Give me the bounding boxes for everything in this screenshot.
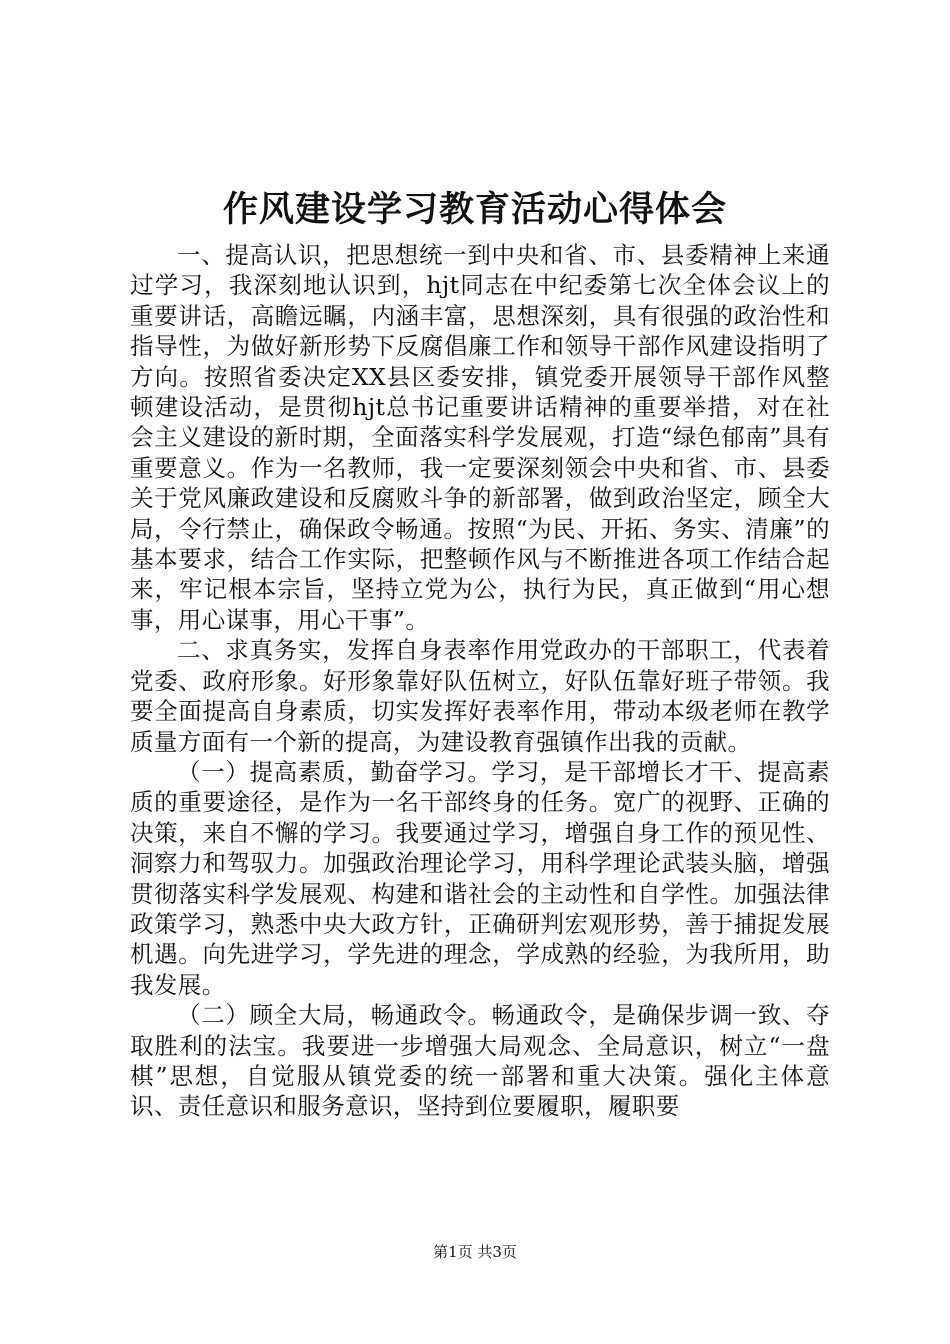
paragraph-2: 二、求真务实，发挥自身表率作用党政办的干部职工，代表着党委、政府形象。好形象靠好队伍树立，好队伍靠好班子带领。我要全面提高自身素质，切实发挥好表率作用，带动本级老师在教学质量方面有一个新的提高，为建设教育强镇作出我的贡献。 — [130, 636, 830, 756]
page-number-footer: 第1页 共3页 — [433, 1243, 517, 1261]
document-body — [130, 240, 830, 1122]
document-title: 作风建设学习教育活动心得体会 — [222, 189, 727, 230]
paragraph-1: 一、提高认识，把思想统一到中央和省、市、县委精神上来通过学习，我深刻地认识到，hjt同志在中纪委第七次全体会议上的重要讲话，高瞻远瞩，内涵丰富，思想深刻，具有很强的政治性和指导性，为做好新形势下反腐倡廉工作和领导干部作风建设指明了方向。按照省委决定XX县区委安排，镇党委开展领导干部作风整顿建设活动，是贯彻hjt总书记重要讲话精神的重要举措，对在社会主义建设的新时期，全面落实科学发展观，打造“绿色郁南”具有重要意义。作为一名教师，我一定要深刻领会中央和省、市、县委关于党风廉政建设和反腐败斗争的新部署，做到政治坚定，顾全大局，令行禁止，确保政令畅通。按照“为民、开拓、务实、清廉”的基本要求，结合工作实际，把整顿作风与不断推进各项工作结合起来，牢记根本宗旨，坚持立党为公，执行为民，真正做到“用心想事，用心谋事，用心干事”。 — [130, 241, 830, 634]
paragraph-3: （一）提高素质，勤奋学习。学习，是干部增长才干、提高素质的重要途径，是作为一名干部终身的任务。宽广的视野、正确的决策，来自不懈的学习。我要通过学习，增强自身工作的预见性、洞察力和驾驭力。加强政治理论学习，用科学理论武装头脑，增强贯彻落实科学发展观、构建和谐社会的主动性和自学性。加强法律政策学习，熟悉中央大政方针，正确研判宏观形势，善于捕捉发展机遇。向先进学习，学先进的理念，学成熟的经验，为我所用，助我发展。 — [130, 757, 830, 999]
paragraph-4: （二）顾全大局，畅通政令。畅通政令，是确保步调一致、夺取胜利的法宝。我要进一步增强大局观念、全局意识，树立“一盘棋”思想，自觉服从镇党委的统一部署和重大决策。强化主体意识、责任意识和服务意识，坚持到位要履职，履职要 — [130, 1001, 830, 1121]
